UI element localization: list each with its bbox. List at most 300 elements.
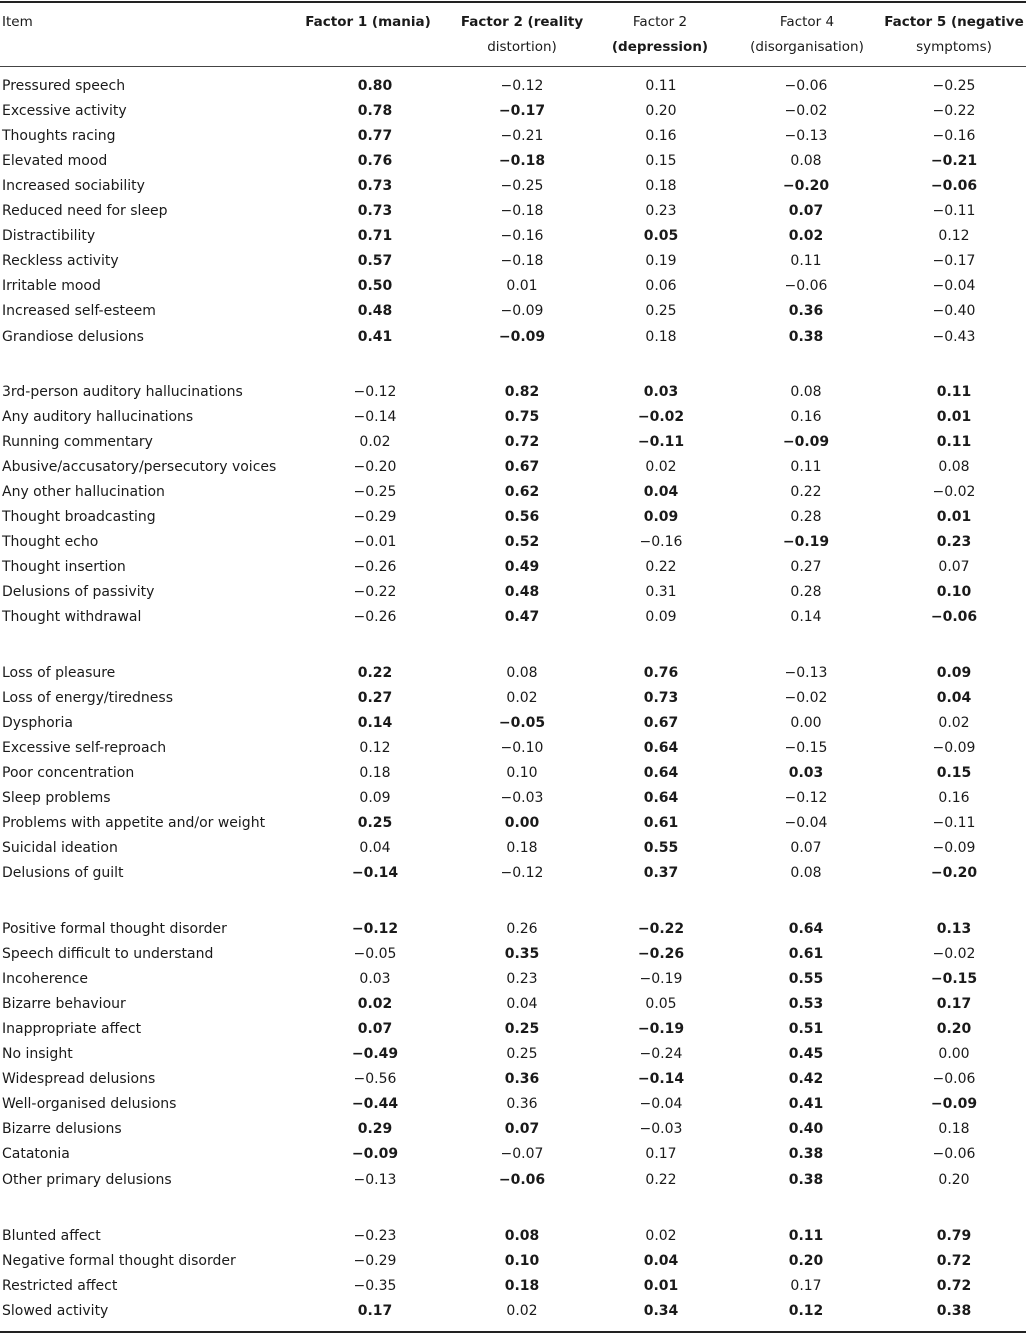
header-factor-2-depression-line-2: (depression) xyxy=(611,39,709,55)
cell-factor-3: 0.03 xyxy=(643,384,679,400)
cell-factor-5: −0.06 xyxy=(932,1146,976,1163)
cell-factor-5: 0.01 xyxy=(936,409,972,426)
cell-factor-3: 0.09 xyxy=(645,609,677,626)
cell-factor-2: 0.10 xyxy=(504,1253,540,1270)
cell-factor-4: 0.40 xyxy=(788,1121,824,1138)
table-row xyxy=(0,380,1026,405)
cell-factor-2: −0.09 xyxy=(498,328,546,345)
cell-factor-4: 0.51 xyxy=(788,1021,824,1038)
cell-factor-3: 0.23 xyxy=(645,203,677,220)
header-factor-1-line: Factor 1 (mania) xyxy=(305,14,431,30)
header-factor-5-line-1: Factor 5 (negative xyxy=(884,14,1024,30)
cell-factor-5: 0.07 xyxy=(938,559,970,576)
cell-factor-2: −0.18 xyxy=(500,203,544,220)
cell-factor-2: 0.36 xyxy=(504,1071,540,1088)
cell-factor-1: 0.17 xyxy=(357,1303,393,1320)
cell-factor-5: −0.09 xyxy=(932,840,976,857)
header-factor-4-line-1: Factor 4 xyxy=(779,14,835,30)
cell-factor-2: 0.36 xyxy=(506,1096,538,1113)
table-row xyxy=(0,174,1026,199)
cell-factor-4: −0.12 xyxy=(784,790,828,807)
table-row xyxy=(0,1274,1026,1299)
cell-factor-2: −0.18 xyxy=(500,253,544,270)
cell-factor-1: 0.29 xyxy=(357,1121,393,1138)
cell-factor-4: −0.13 xyxy=(784,665,828,681)
cell-factor-5: −0.20 xyxy=(930,865,978,882)
cell-factor-2: 0.67 xyxy=(504,459,540,476)
cell-factor-4: 0.27 xyxy=(790,559,822,576)
table-row xyxy=(0,249,1026,274)
row-label: Reckless activity xyxy=(2,253,119,270)
cell-factor-5: −0.40 xyxy=(932,303,976,320)
cell-factor-2: −0.12 xyxy=(500,865,544,882)
row-label: No insight xyxy=(2,1046,73,1063)
table-row xyxy=(0,530,1026,555)
row-label: Thought withdrawal xyxy=(2,609,142,626)
cell-factor-3: −0.19 xyxy=(637,1021,685,1038)
cell-factor-4: 0.11 xyxy=(790,253,822,270)
row-label: Running commentary xyxy=(2,434,153,451)
cell-factor-1: −0.12 xyxy=(351,921,399,937)
cell-factor-2: −0.17 xyxy=(498,103,546,120)
cell-factor-5: 0.79 xyxy=(936,1228,972,1244)
cell-factor-3: −0.03 xyxy=(639,1121,683,1138)
header-factor-5-line-2: symptoms) xyxy=(916,39,992,55)
cell-factor-3: 0.17 xyxy=(645,1146,677,1163)
row-label: Elevated mood xyxy=(2,153,108,170)
cell-factor-2: 0.47 xyxy=(504,609,540,626)
cell-factor-5: 0.23 xyxy=(936,534,972,551)
header-rule xyxy=(0,66,1026,67)
cell-factor-1: −0.56 xyxy=(353,1071,397,1088)
cell-factor-2: 0.35 xyxy=(504,946,540,963)
cell-factor-5: −0.43 xyxy=(932,328,976,345)
table-row xyxy=(0,811,1026,836)
row-label: Thoughts racing xyxy=(2,128,116,145)
cell-factor-4: −0.15 xyxy=(784,740,828,757)
cell-factor-3: 0.76 xyxy=(643,665,679,681)
cell-factor-3: 0.55 xyxy=(643,840,679,857)
cell-factor-3: −0.19 xyxy=(639,971,683,988)
cell-factor-5: 0.20 xyxy=(938,1171,970,1188)
row-label: Increased sociability xyxy=(2,178,145,195)
cell-factor-3: 0.05 xyxy=(645,996,677,1013)
cell-factor-1: 0.02 xyxy=(357,996,393,1013)
cell-factor-3: −0.04 xyxy=(639,1096,683,1113)
cell-factor-5: 0.72 xyxy=(936,1278,972,1295)
cell-factor-2: −0.07 xyxy=(500,1146,544,1163)
cell-factor-1: 0.77 xyxy=(357,128,393,145)
row-label: Catatonia xyxy=(2,1146,70,1163)
cell-factor-3: 0.11 xyxy=(645,78,677,94)
cell-factor-2: 0.48 xyxy=(504,584,540,601)
table-row xyxy=(0,455,1026,480)
row-label: Other primary delusions xyxy=(2,1171,172,1188)
header-factor-2-reality-line-1: Factor 2 (reality xyxy=(460,14,584,30)
cell-factor-5: −0.06 xyxy=(930,609,978,626)
cell-factor-5: −0.06 xyxy=(930,178,978,195)
cell-factor-1: 0.73 xyxy=(357,178,393,195)
cell-factor-4: 0.11 xyxy=(790,459,822,476)
cell-factor-4: 0.17 xyxy=(790,1278,822,1295)
cell-factor-3: 0.64 xyxy=(643,765,679,782)
cell-factor-1: 0.04 xyxy=(359,840,391,857)
cell-factor-1: 0.09 xyxy=(359,790,391,807)
cell-factor-2: 0.07 xyxy=(504,1121,540,1138)
cell-factor-3: 0.64 xyxy=(643,790,679,807)
row-label: Any auditory hallucinations xyxy=(2,409,194,426)
cell-factor-2: 0.02 xyxy=(506,1303,538,1320)
cell-factor-1: −0.29 xyxy=(353,1253,397,1270)
cell-factor-5: −0.02 xyxy=(932,946,976,963)
row-label: Excessive self-reproach xyxy=(2,740,167,757)
row-label: Distractibility xyxy=(2,228,96,245)
cell-factor-2: 0.52 xyxy=(504,534,540,551)
cell-factor-2: 0.18 xyxy=(506,840,538,857)
cell-factor-1: 0.27 xyxy=(357,690,393,707)
header-factor-1 xyxy=(288,10,448,35)
cell-factor-3: 0.20 xyxy=(645,103,677,120)
cell-factor-4: −0.06 xyxy=(784,78,828,94)
row-label: Grandiose delusions xyxy=(2,328,144,345)
cell-factor-5: 0.15 xyxy=(936,765,972,782)
cell-factor-2: 0.25 xyxy=(504,1021,540,1038)
cell-factor-1: 0.02 xyxy=(359,434,391,451)
cell-factor-2: −0.05 xyxy=(498,715,546,732)
table-row xyxy=(0,661,1026,686)
cell-factor-1: −0.44 xyxy=(351,1096,399,1113)
table-row xyxy=(0,917,1026,942)
cell-factor-3: 0.04 xyxy=(643,1253,679,1270)
cell-factor-1: −0.14 xyxy=(351,865,399,882)
row-label: Suicidal ideation xyxy=(2,840,118,857)
row-label: Increased self-esteem xyxy=(2,303,156,320)
cell-factor-1: −0.26 xyxy=(353,609,397,626)
cell-factor-4: 0.36 xyxy=(788,303,824,320)
row-label: Incoherence xyxy=(2,971,88,988)
header-factor-2-depression xyxy=(580,10,740,60)
cell-factor-2: 0.01 xyxy=(506,278,538,295)
cell-factor-5: 0.11 xyxy=(936,434,972,451)
row-label: Delusions of guilt xyxy=(2,865,124,882)
cell-factor-4: 0.08 xyxy=(790,384,822,400)
cell-factor-5: −0.11 xyxy=(932,815,976,832)
cell-factor-1: −0.20 xyxy=(353,459,397,476)
cell-factor-4: 0.02 xyxy=(788,228,824,245)
table-row xyxy=(0,74,1026,99)
cell-factor-1: 0.71 xyxy=(357,228,393,245)
cell-factor-5: 0.13 xyxy=(936,921,972,937)
cell-factor-4: −0.04 xyxy=(784,815,828,832)
table-row xyxy=(0,605,1026,630)
table-row xyxy=(0,861,1026,886)
cell-factor-1: 0.48 xyxy=(357,303,393,320)
cell-factor-3: 0.02 xyxy=(645,459,677,476)
row-label: Restricted affect xyxy=(2,1278,118,1295)
cell-factor-2: 0.62 xyxy=(504,484,540,501)
row-label: Bizarre behaviour xyxy=(2,996,126,1013)
row-label: Delusions of passivity xyxy=(2,584,155,601)
row-label: Irritable mood xyxy=(2,278,101,295)
cell-factor-3: 0.25 xyxy=(645,303,677,320)
cell-factor-2: 0.82 xyxy=(504,384,540,400)
cell-factor-3: 0.61 xyxy=(643,815,679,832)
row-label: Any other hallucination xyxy=(2,484,165,501)
cell-factor-5: 0.20 xyxy=(936,1021,972,1038)
cell-factor-3: 0.18 xyxy=(645,178,677,195)
cell-factor-5: 0.08 xyxy=(938,459,970,476)
cell-factor-4: 0.38 xyxy=(788,1146,824,1163)
cell-factor-5: 0.11 xyxy=(936,384,972,400)
header-item: Item xyxy=(2,14,33,30)
cell-factor-1: −0.29 xyxy=(353,509,397,526)
row-label: Loss of energy/tiredness xyxy=(2,690,174,707)
cell-factor-1: −0.22 xyxy=(353,584,397,601)
table-row xyxy=(0,1299,1026,1324)
cell-factor-5: 0.02 xyxy=(938,715,970,732)
cell-factor-1: 0.78 xyxy=(357,103,393,120)
table-row xyxy=(0,686,1026,711)
row-label: Loss of pleasure xyxy=(2,665,116,681)
cell-factor-2: 0.72 xyxy=(504,434,540,451)
cell-factor-4: −0.02 xyxy=(784,103,828,120)
row-label: Inappropriate affect xyxy=(2,1021,142,1038)
cell-factor-2: 0.08 xyxy=(504,1228,540,1244)
cell-factor-4: 0.16 xyxy=(790,409,822,426)
cell-factor-3: 0.16 xyxy=(645,128,677,145)
table-row xyxy=(0,1224,1026,1249)
cell-factor-2: 0.75 xyxy=(504,409,540,426)
row-label: Thought insertion xyxy=(2,559,126,576)
cell-factor-4: −0.02 xyxy=(784,690,828,707)
header-factor-4 xyxy=(727,10,887,60)
cell-factor-2: 0.26 xyxy=(506,921,538,937)
table-row xyxy=(0,942,1026,967)
cell-factor-4: 0.38 xyxy=(788,1171,824,1188)
table-row xyxy=(0,505,1026,530)
cell-factor-1: 0.80 xyxy=(357,78,393,94)
cell-factor-1: 0.14 xyxy=(357,715,393,732)
cell-factor-4: 0.14 xyxy=(790,609,822,626)
cell-factor-5: −0.21 xyxy=(930,153,978,170)
row-label: Bizarre delusions xyxy=(2,1121,122,1138)
cell-factor-4: 0.61 xyxy=(788,946,824,963)
cell-factor-5: 0.00 xyxy=(938,1046,970,1063)
cell-factor-3: −0.26 xyxy=(637,946,685,963)
cell-factor-2: −0.03 xyxy=(500,790,544,807)
cell-factor-4: −0.09 xyxy=(782,434,830,451)
row-label: Speech difficult to understand xyxy=(2,946,214,963)
cell-factor-4: 0.07 xyxy=(788,203,824,220)
row-label: Problems with appetite and/or weight xyxy=(2,815,266,832)
row-label: Widespread delusions xyxy=(2,1071,156,1088)
row-label: Blunted affect xyxy=(2,1228,101,1244)
cell-factor-1: 0.18 xyxy=(359,765,391,782)
table-row xyxy=(0,1017,1026,1042)
row-label: Abusive/accusatory/persecutory voices xyxy=(2,459,277,476)
cell-factor-3: −0.11 xyxy=(637,434,685,451)
cell-factor-2: −0.10 xyxy=(500,740,544,757)
cell-factor-4: 0.45 xyxy=(788,1046,824,1063)
cell-factor-4: 0.41 xyxy=(788,1096,824,1113)
cell-factor-4: −0.13 xyxy=(784,128,828,145)
cell-factor-1: 0.57 xyxy=(357,253,393,270)
row-label: Poor concentration xyxy=(2,765,135,782)
cell-factor-3: 0.67 xyxy=(643,715,679,732)
cell-factor-4: 0.53 xyxy=(788,996,824,1013)
table-row xyxy=(0,1042,1026,1067)
cell-factor-5: 0.12 xyxy=(938,228,970,245)
cell-factor-4: 0.00 xyxy=(790,715,822,732)
cell-factor-3: −0.02 xyxy=(637,409,685,426)
table-row xyxy=(0,1092,1026,1117)
table-row xyxy=(0,1168,1026,1193)
cell-factor-4: 0.20 xyxy=(788,1253,824,1270)
cell-factor-5: 0.10 xyxy=(936,584,972,601)
cell-factor-2: −0.18 xyxy=(498,153,546,170)
cell-factor-1: −0.25 xyxy=(353,484,397,501)
cell-factor-5: −0.22 xyxy=(932,103,976,120)
cell-factor-5: −0.09 xyxy=(930,1096,978,1113)
cell-factor-1: −0.09 xyxy=(351,1146,399,1163)
cell-factor-4: 0.12 xyxy=(788,1303,824,1320)
table-row xyxy=(0,580,1026,605)
cell-factor-3: −0.14 xyxy=(637,1071,685,1088)
cell-factor-4: −0.06 xyxy=(784,278,828,295)
cell-factor-5: −0.15 xyxy=(930,971,978,988)
cell-factor-5: −0.02 xyxy=(932,484,976,501)
cell-factor-4: 0.64 xyxy=(788,921,824,937)
header-factor-2-reality xyxy=(442,10,602,60)
table-row xyxy=(0,99,1026,124)
cell-factor-1: −0.01 xyxy=(353,534,397,551)
cell-factor-3: 0.37 xyxy=(643,865,679,882)
table-row xyxy=(0,836,1026,861)
cell-factor-2: 0.00 xyxy=(504,815,540,832)
header-factor-5 xyxy=(874,10,1026,60)
table-row xyxy=(0,430,1026,455)
cell-factor-2: 0.49 xyxy=(504,559,540,576)
cell-factor-2: −0.09 xyxy=(500,303,544,320)
cell-factor-4: 0.11 xyxy=(788,1228,824,1244)
cell-factor-1: 0.07 xyxy=(357,1021,393,1038)
cell-factor-2: −0.25 xyxy=(500,178,544,195)
cell-factor-1: −0.05 xyxy=(353,946,397,963)
cell-factor-4: −0.20 xyxy=(782,178,830,195)
cell-factor-2: 0.04 xyxy=(506,996,538,1013)
table-row xyxy=(0,786,1026,811)
header-factor-4-line-2: (disorganisation) xyxy=(750,39,864,55)
row-label: Positive formal thought disorder xyxy=(2,921,227,937)
table-row xyxy=(0,274,1026,299)
row-label: Well-organised delusions xyxy=(2,1096,177,1113)
cell-factor-2: −0.12 xyxy=(500,78,544,94)
cell-factor-2: −0.06 xyxy=(498,1171,546,1188)
cell-factor-4: 0.07 xyxy=(790,840,822,857)
cell-factor-4: −0.19 xyxy=(782,534,830,551)
cell-factor-3: 0.31 xyxy=(645,584,677,601)
cell-factor-2: −0.21 xyxy=(500,128,544,145)
cell-factor-1: 0.25 xyxy=(357,815,393,832)
table-row xyxy=(0,199,1026,224)
row-label: Dysphoria xyxy=(2,715,73,732)
cell-factor-5: 0.72 xyxy=(936,1253,972,1270)
table-row xyxy=(0,967,1026,992)
cell-factor-1: 0.22 xyxy=(357,665,393,681)
cell-factor-3: 0.09 xyxy=(643,509,679,526)
cell-factor-3: 0.64 xyxy=(643,740,679,757)
cell-factor-4: 0.38 xyxy=(788,328,824,345)
cell-factor-5: −0.04 xyxy=(932,278,976,295)
cell-factor-3: 0.05 xyxy=(643,228,679,245)
table-top-rule xyxy=(0,1,1026,3)
cell-factor-3: 0.22 xyxy=(645,559,677,576)
cell-factor-2: 0.18 xyxy=(504,1278,540,1295)
cell-factor-2: 0.56 xyxy=(504,509,540,526)
row-label: Reduced need for sleep xyxy=(2,203,168,220)
cell-factor-4: 0.03 xyxy=(788,765,824,782)
cell-factor-2: 0.10 xyxy=(506,765,538,782)
table-row xyxy=(0,149,1026,174)
cell-factor-1: −0.49 xyxy=(351,1046,399,1063)
cell-factor-1: −0.35 xyxy=(353,1278,397,1295)
cell-factor-2: 0.08 xyxy=(506,665,538,681)
cell-factor-4: 0.55 xyxy=(788,971,824,988)
cell-factor-5: −0.06 xyxy=(932,1071,976,1088)
cell-factor-3: −0.16 xyxy=(639,534,683,551)
cell-factor-1: 0.12 xyxy=(359,740,391,757)
table-row xyxy=(0,480,1026,505)
table-row xyxy=(0,992,1026,1017)
table-row xyxy=(0,299,1026,324)
cell-factor-4: 0.42 xyxy=(788,1071,824,1088)
table-row xyxy=(0,1067,1026,1092)
row-label: Thought broadcasting xyxy=(2,509,156,526)
cell-factor-5: 0.01 xyxy=(936,509,972,526)
table-row xyxy=(0,761,1026,786)
cell-factor-1: −0.12 xyxy=(353,384,397,400)
cell-factor-2: 0.23 xyxy=(506,971,538,988)
table-row xyxy=(0,555,1026,580)
row-label: Sleep problems xyxy=(2,790,111,807)
cell-factor-3: −0.22 xyxy=(637,921,685,937)
cell-factor-1: −0.26 xyxy=(353,559,397,576)
cell-factor-4: 0.22 xyxy=(790,484,822,501)
row-label: Pressured speech xyxy=(2,78,126,94)
cell-factor-1: −0.14 xyxy=(353,409,397,426)
cell-factor-3: 0.73 xyxy=(643,690,679,707)
cell-factor-5: −0.09 xyxy=(932,740,976,757)
cell-factor-4: 0.08 xyxy=(790,865,822,882)
table-row xyxy=(0,711,1026,736)
cell-factor-5: 0.38 xyxy=(936,1303,972,1320)
cell-factor-3: 0.19 xyxy=(645,253,677,270)
row-label: Negative formal thought disorder xyxy=(2,1253,236,1270)
cell-factor-1: 0.50 xyxy=(357,278,393,295)
table-row xyxy=(0,224,1026,249)
cell-factor-1: 0.41 xyxy=(357,328,393,345)
header-factor-2-reality-line-2: distortion) xyxy=(487,39,557,55)
cell-factor-3: 0.04 xyxy=(643,484,679,501)
table-row xyxy=(0,1142,1026,1167)
row-label: Excessive activity xyxy=(2,103,127,120)
cell-factor-3: 0.22 xyxy=(645,1171,677,1188)
cell-factor-5: 0.18 xyxy=(938,1121,970,1138)
cell-factor-5: 0.04 xyxy=(936,690,972,707)
cell-factor-2: 0.25 xyxy=(506,1046,538,1063)
cell-factor-5: 0.09 xyxy=(936,665,972,681)
cell-factor-5: 0.17 xyxy=(936,996,972,1013)
